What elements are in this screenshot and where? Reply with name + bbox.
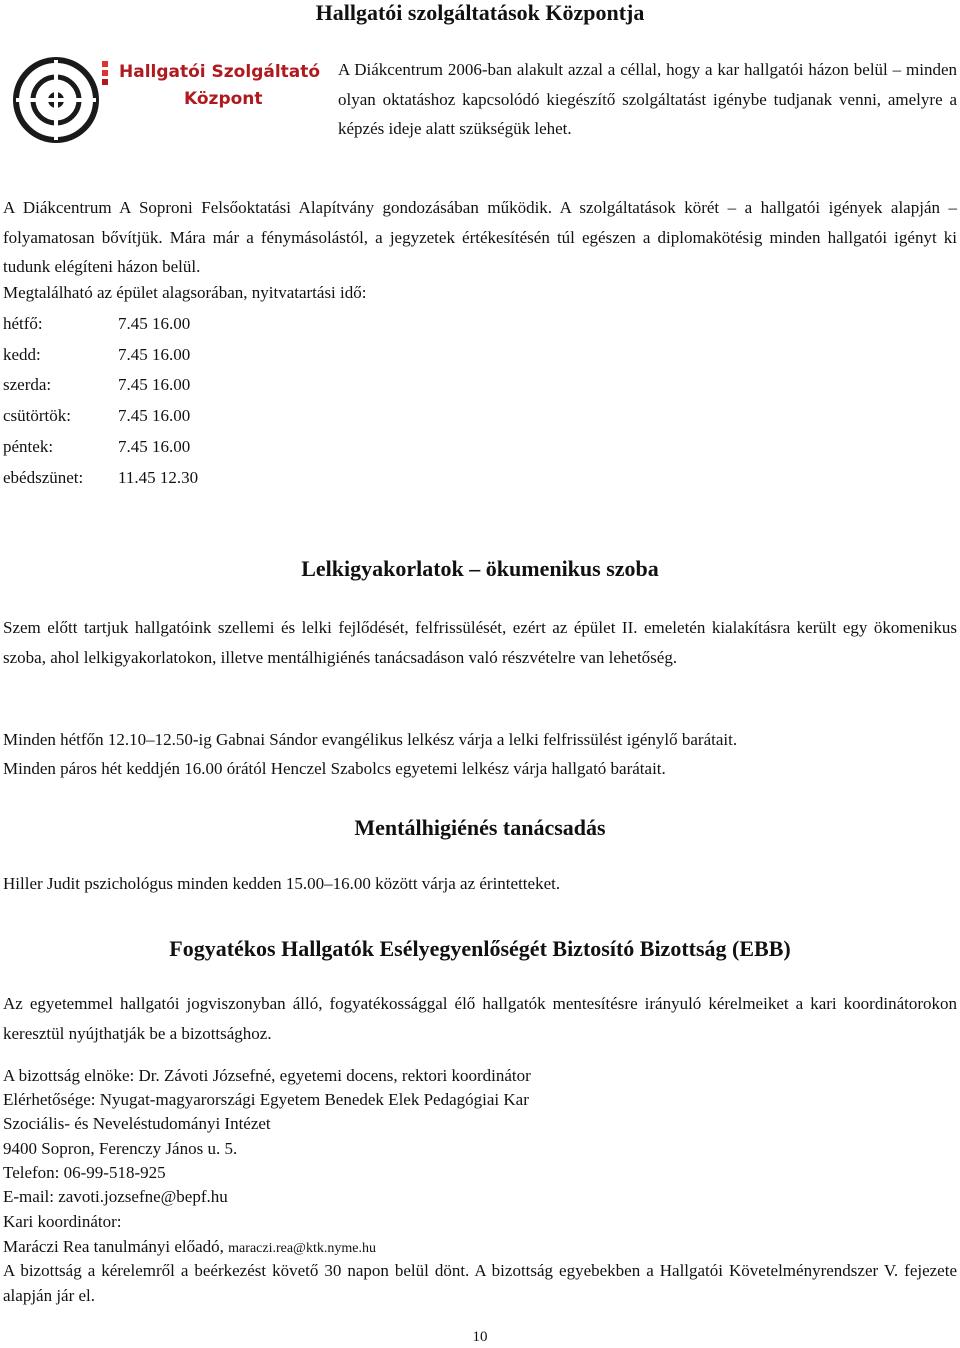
schedule-time: 7.45 16.00 xyxy=(118,406,191,425)
schedule-time: 7.45 16.00 xyxy=(118,437,191,456)
section4-title: Fogyatékos Hallgatók Esélyegyenlőségét Biztosító Bizottság (EBB) xyxy=(169,936,791,961)
section2-title: Lelkigyakorlatok – ökumenikus szoba xyxy=(301,556,659,581)
schedule-row xyxy=(3,406,190,426)
page-number: 10 xyxy=(472,1329,488,1345)
ebb-contact-line: Elérhetősége: Nyugat-magyarországi Egyetem Benedek Elek Pedagógiai Kar xyxy=(3,1090,529,1109)
logo-line1: Hallgatói Szolgáltató xyxy=(119,62,321,82)
schedule-row xyxy=(3,468,198,488)
logo xyxy=(4,52,326,152)
location-line: Megtalálható az épület alagsorában, nyitvatartási idő: xyxy=(3,283,367,302)
tuesday-line: Minden páros hét keddjén 16.00 órától Henczel Szabolcs egyetemi lelkész várja hallgató barátait. xyxy=(3,759,666,778)
ebb-email-line: E-mail: zavoti.jozsefne@bepf.hu xyxy=(3,1187,228,1206)
coordinator-name: Maráczi Rea tanulmányi előadó, xyxy=(3,1237,224,1256)
monday-line: Minden hétfőn 12.10–12.50-ig Gabnai Sándor evangélikus lelkész várja a lelki felfrissülést igénylő barátait. xyxy=(3,730,738,749)
schedule-row xyxy=(3,314,190,334)
schedule-time: 7.45 16.00 xyxy=(118,375,191,394)
schedule-day: hétfő: xyxy=(3,314,43,333)
section1-title: Hallgatói szolgáltatások Központja xyxy=(315,0,645,25)
schedule-day: szerda: xyxy=(3,375,52,394)
schedule-day: csütörtök: xyxy=(3,406,71,425)
schedule-time: 7.45 16.00 xyxy=(118,345,191,364)
ebb-address-line: 9400 Sopron, Ferenczy János u. 5. xyxy=(3,1139,238,1158)
schedule-row xyxy=(3,437,190,457)
logo-line2: Központ xyxy=(184,89,263,109)
diakcentrum-paragraph: A Diákcentrum A Soproni Felsőoktatási Alapítvány gondozásában működik. A szolgáltatások körét – a hallgatói igények alapján – folyamatosan bővítjük. Mára már a fénymásolástól, a jegyzetek értékesítésén túl egészen a diplomakötésig minden hallgatói igényt ki tudunk elégíteni házon belül. xyxy=(3,198,957,276)
schedule-row xyxy=(3,375,190,395)
schedule-time: 11.45 12.30 xyxy=(118,468,199,487)
ebb-phone-line: Telefon: 06-99-518-925 xyxy=(3,1163,166,1182)
schedule-day: kedd: xyxy=(3,345,41,364)
intro-paragraph: A Diákcentrum 2006-ban alakult azzal a céllal, hogy a kar hallgatói házon belül – minden olyan oktatáshoz kapcsolódó kiegészítő szolgáltatást igénybe tudjanak venni, amelyre a képzés ideje alatt szükségük lehet. xyxy=(338,60,957,138)
ebb-closing-paragraph: A bizottság a kérelemről a beérkezést követő 30 napon belül dönt. A bizottság egyebekben a Hallgatói Követelményrendszer V. fejezete alapján jár el. xyxy=(3,1261,957,1305)
ecumenical-paragraph: Szem előtt tartjuk hallgatóink szellemi és lelki fejlődését, felfrissülését, ezért az épület II. emeletén kialakításra került egy ökomenikus szoba, ahol lelkigyakorlatokon, illetve mentálhigiénés tanácsadáson való részvételre van lehetőség. xyxy=(3,618,957,667)
coordinator-email: maraczi.rea@ktk.nyme.hu xyxy=(228,1241,376,1256)
section3-title: Mentálhigiénés tanácsadás xyxy=(354,815,606,840)
schedule-row xyxy=(3,345,190,365)
ebb-paragraph: Az egyetemmel hallgatói jogviszonyban álló, fogyatékossággal élő hallgatók mentesítésre irányuló kérelmeiket a kari koordinátorokon keresztül nyújthatják be a bizottsághoz. xyxy=(3,994,957,1043)
schedule-day: péntek: xyxy=(3,437,54,456)
schedule-day: ebédszünet: xyxy=(3,468,84,487)
ebb-coordinator-line xyxy=(3,1237,376,1257)
ebb-institute-line: Szociális- és Neveléstudományi Intézet xyxy=(3,1114,271,1133)
ebb-coordinator-label: Kari koordinátor: xyxy=(3,1212,122,1231)
counseling-line: Hiller Judit pszichológus minden kedden 15.00–16.00 között várja az érintetteket. xyxy=(3,874,561,893)
schedule-time: 7.45 16.00 xyxy=(118,314,191,333)
ebb-chair-line: A bizottság elnöke: Dr. Závoti Józsefné, egyetemi docens, rektori koordinátor xyxy=(3,1066,531,1085)
